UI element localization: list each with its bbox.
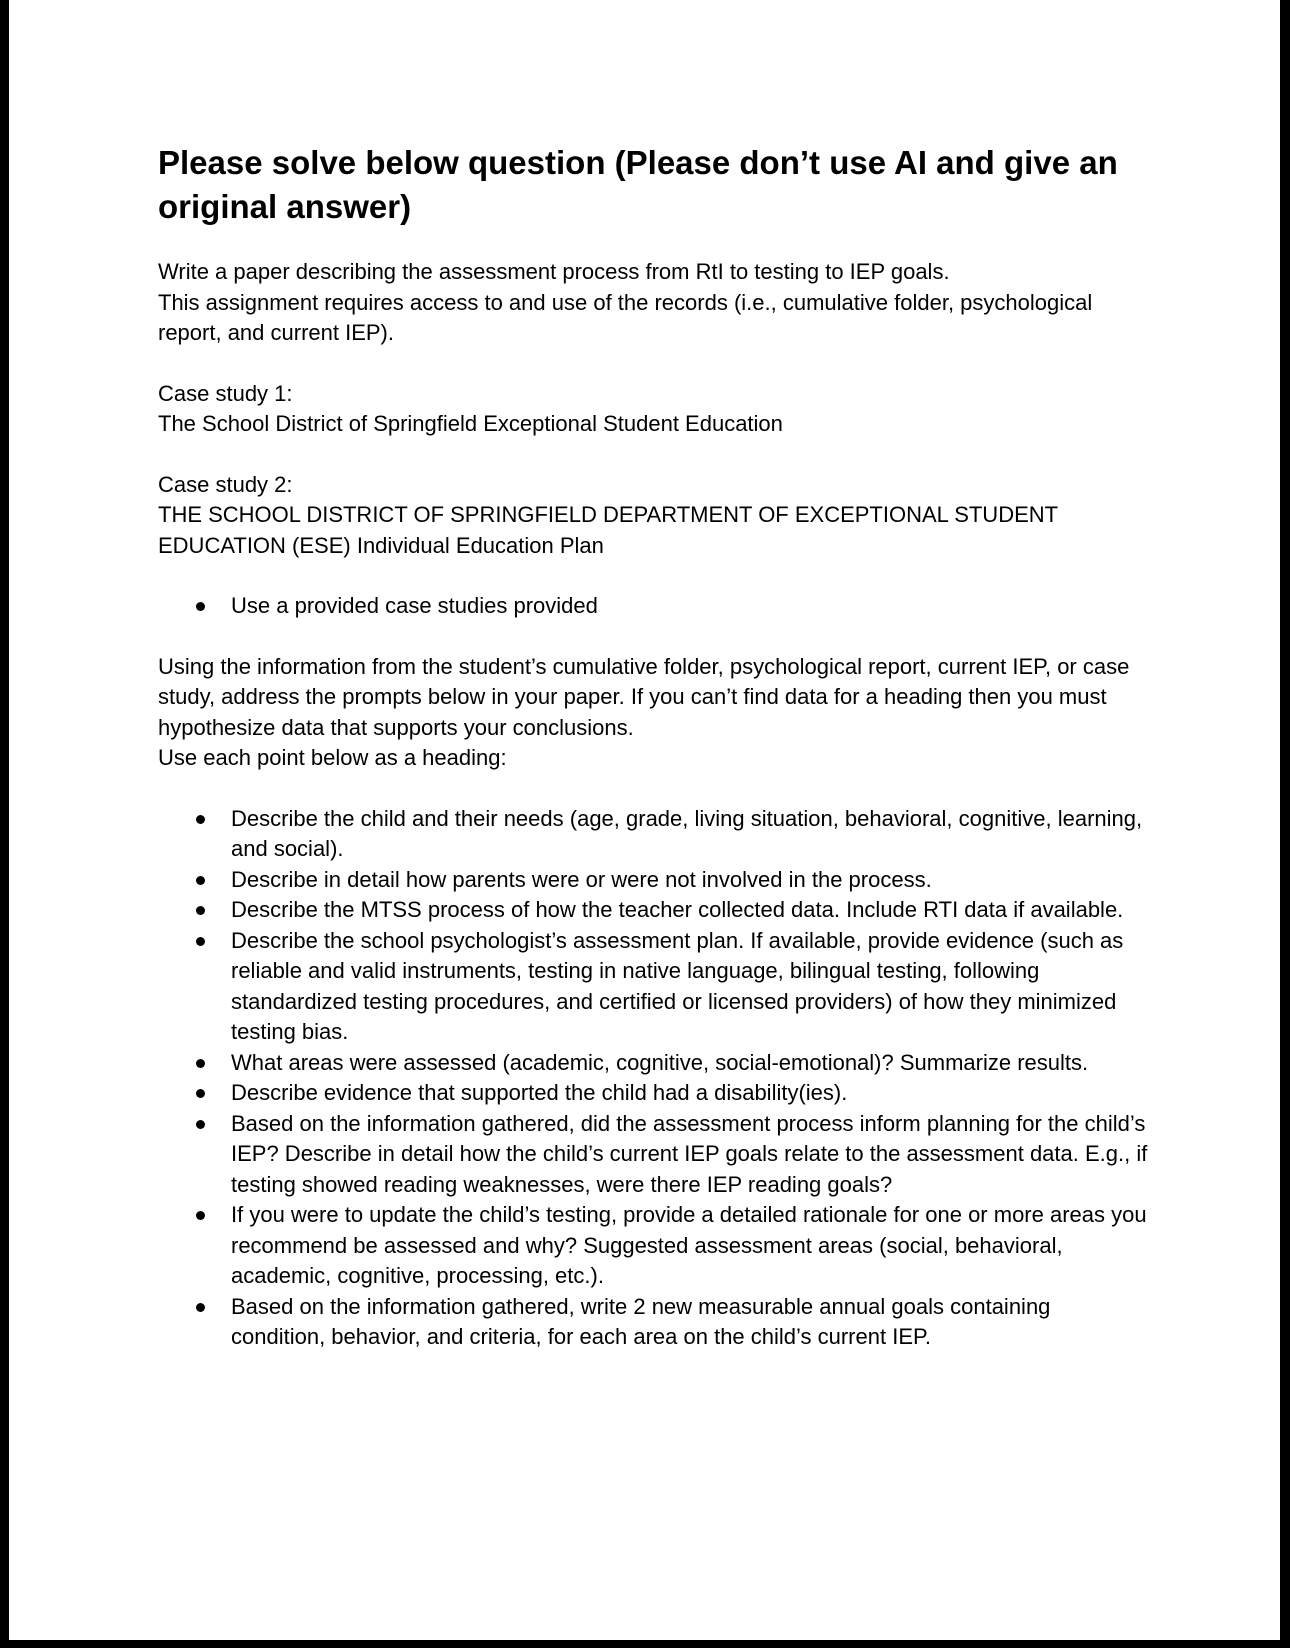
bullet-icon	[196, 1120, 205, 1129]
list-item	[158, 895, 1148, 926]
bullet-icon	[196, 1059, 205, 1068]
list-item	[158, 1078, 1148, 1109]
list-item	[158, 926, 1148, 1048]
list-item-text: Describe evidence that supported the child had a disability(ies).	[231, 1080, 848, 1105]
bullet-icon	[196, 815, 205, 824]
case-study-2-text: THE SCHOOL DISTRICT OF SPRINGFIELD DEPARTMENT OF EXCEPTIONAL STUDENT EDUCATION (ESE) Individual Education Plan	[158, 502, 1058, 558]
list-item-text: If you were to update the child’s testing, provide a detailed rationale for one or more areas you recommend be assessed and why? Suggested assessment areas (social, behavioral, academic, cognitive, processing, etc.).	[231, 1202, 1147, 1288]
bullet-icon	[196, 602, 205, 611]
bullet-icon	[196, 876, 205, 885]
list-item-text: Use a provided case studies provided	[231, 593, 598, 618]
list-item-text: Describe the school psychologist’s assessment plan. If available, provide evidence (such as reliable and valid instruments, testing in native language, bilingual testing, following standardized testing procedures, and certified or licensed providers) of how they minimized testing bias.	[231, 927, 1124, 1044]
bullet-icon	[196, 1303, 205, 1312]
heading-bullet-list	[158, 804, 1148, 1353]
intro-paragraph	[158, 257, 1148, 349]
bullet-icon	[196, 937, 205, 946]
case-study-1-text: The School District of Springfield Exceptional Student Education	[158, 411, 783, 436]
case-study-2-label: Case study 2:	[158, 471, 293, 497]
list-item	[158, 804, 1148, 865]
intro-line-1: Write a paper describing the assessment process from RtI to testing to IEP goals.	[158, 259, 950, 284]
intro-line-2: This assignment requires access to and use of the records (i.e., cumulative folder, psychological report, and current IEP).	[158, 289, 1093, 345]
list-item	[158, 591, 1148, 622]
instructions-paragraph	[158, 652, 1148, 774]
list-item	[158, 865, 1148, 896]
bullet-icon	[196, 1211, 205, 1220]
list-item-text: Based on the information gathered, did the assessment process inform planning for the child’s IEP? Describe in detail how the child’s current IEP goals relate to the assessment data. E.g., if testing showed reading weaknesses, were there IEP reading goals?	[231, 1110, 1148, 1197]
bullet-icon	[196, 906, 205, 915]
case-study-1	[158, 379, 1148, 440]
list-item-text: What areas were assessed (academic, cognitive, social-emotional)? Summarize results.	[231, 1049, 1089, 1075]
list-item-text: Describe in detail how parents were or were not involved in the process.	[231, 866, 932, 892]
list-item	[158, 1109, 1148, 1201]
page-title: Please solve below question (Please don’t use AI and give an original answer)	[158, 144, 1118, 225]
instructions-line-2: Use each point below as a heading:	[158, 745, 507, 770]
case-study-2	[158, 470, 1148, 562]
document-content	[158, 141, 1148, 1383]
list-item	[158, 1292, 1148, 1353]
case-study-1-label: Case study 1:	[158, 380, 293, 406]
list-item-text: Describe the child and their needs (age, grade, living situation, behavioral, cognitive, learning, and social).	[231, 805, 1143, 861]
list-item-text: Based on the information gathered, write 2 new measurable annual goals containing condition, behavior, and criteria, for each area on the child’s current IEP.	[231, 1293, 1051, 1349]
list-item-text: Describe the MTSS process of how the teacher collected data. Include RTI data if available.	[231, 897, 1124, 922]
list-item	[158, 1048, 1148, 1079]
instructions-line-1: Using the information from the student’s cumulative folder, psychological report, current IEP, or case study, address the prompts below in your paper. If you can’t find data for a heading then you must hypothesize data that supports your conclusions.	[158, 653, 1130, 740]
list-item	[158, 1200, 1148, 1292]
note-bullet-list	[158, 591, 1148, 622]
document-page	[9, 0, 1280, 1640]
bullet-icon	[196, 1089, 205, 1098]
